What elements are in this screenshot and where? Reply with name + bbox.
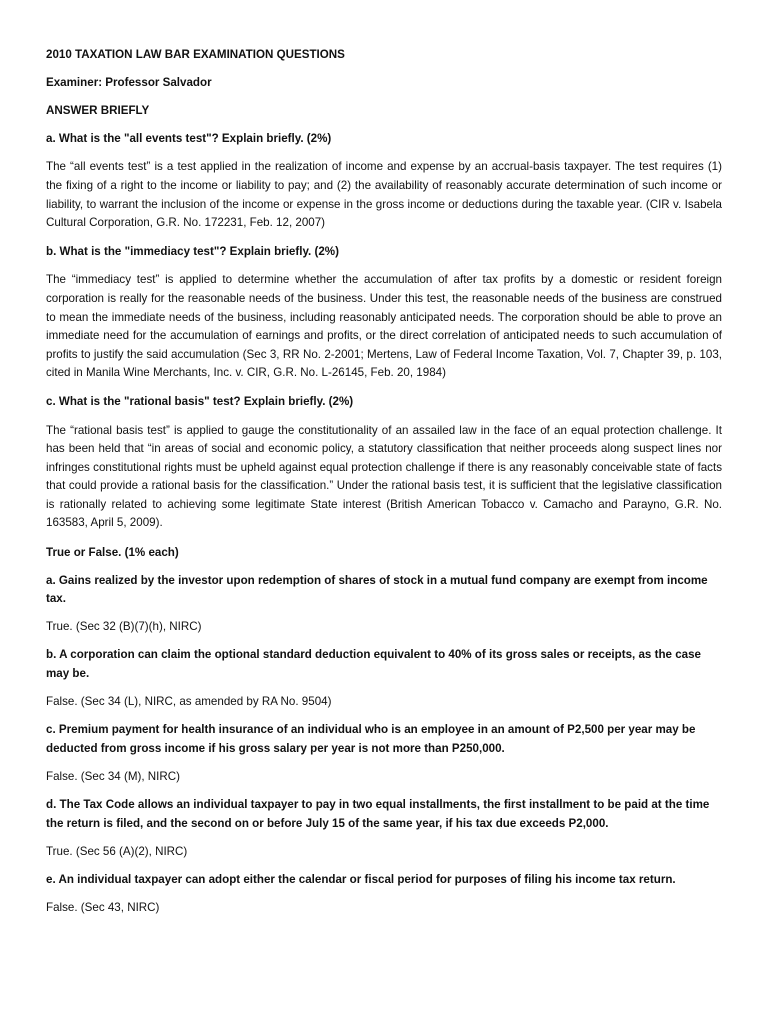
tf-answer-e: False. (Sec 43, NIRC): [46, 900, 160, 914]
essay-answer-a: The “all events test” is a test applied in the realization of income and expense by an accrual-basis taxpayer. The test requires (1) the fixing of a right to the income or liability to pay; and (2) the availability of reasonably accurate determination of such income or liability, to warrant the inclusion of the income or expense in the gross income or deductions during the taxable year. (CIR v. Isabela Cultural Corporation, G.R. No. 172231, Feb. 12, 2007): [46, 160, 722, 230]
essay-question-c: c. What is the "rational basis" test? Explain briefly. (2%): [46, 395, 354, 409]
essay-question-a: a. What is the "all events test"? Explain briefly. (2%): [46, 132, 332, 146]
tf-question-b: b. A corporation can claim the optional standard deduction equivalent to 40% of its gross sales or receipts, as the case may be.: [46, 648, 701, 681]
tf-question-e: e. An individual taxpayer can adopt either the calendar or fiscal period for purposes of filing his income tax return.: [46, 872, 676, 886]
tf-answer-b: False. (Sec 34 (L), NIRC, as amended by RA No. 9504): [46, 695, 332, 709]
essay-answer-b: The “immediacy test” is applied to determine whether the accumulation of after tax profits by a domestic or resident foreign corporation is really for the reasonable needs of the business. Under this test, the reasonable needs of the business are construed to mean the immediate needs of the business, including reasonably anticipated needs. The corporation should be able to prove an immediate need for the accumulation of earnings and profits, or the direct correlation of anticipated needs to such accumulation of profits to justify the said accumulation (Sec 3, RR No. 2-2001; Mertens, Law of Federal Income Taxation, Vol. 7, Chapter 39, p. 103, cited in Manila Wine Merchants, Inc. v. CIR, G.R. No. L-26145, Feb. 20, 1984): [46, 273, 722, 380]
tf-question-d: d. The Tax Code allows an individual taxpayer to pay in two equal installments, the first installment to be paid at the time the return is filed, and the second on or before July 15 of the same year, if his tax due exceeds P2,000.: [46, 798, 710, 830]
tf-answer-c: False. (Sec 34 (M), NIRC): [46, 769, 180, 783]
essay-question-b: b. What is the "immediacy test"? Explain briefly. (2%): [46, 245, 339, 259]
instruction-heading: ANSWER BRIEFLY: [46, 104, 150, 118]
essay-answer-c: The “rational basis test” is applied to gauge the constitutionality of an assailed law in the face of an equal protection challenge. It has been held that “in areas of social and economic policy, a statutory classification that neither proceeds along suspect lines nor infringes constitutional rights must be upheld against equal protection challenge if there is any reasonably conceivable state of facts that could provide a rational basis for the classification.” Under the rational basis test, it is sufficient that the legislative classification is rationally related to achieving some legitimate State interest (British American Tobacco v. Camacho and Parayno, G.R. No. 163583, April 5, 2009).: [46, 423, 722, 530]
tf-question-c: c. Premium payment for health insurance of an individual who is an employee in an amount of P2,500 per year may be deducted from gross income if his gross salary per year is not more than P250,000.: [46, 723, 696, 755]
true-false-heading: True or False. (1% each): [46, 545, 179, 559]
tf-answer-a: True. (Sec 32 (B)(7)(h), NIRC): [46, 620, 202, 634]
tf-question-a: a. Gains realized by the investor upon redemption of shares of stock in a mutual fund company are exempt from income tax.: [46, 573, 708, 606]
document-page: [46, 46, 722, 927]
tf-answer-d: True. (Sec 56 (A)(2), NIRC): [46, 844, 188, 858]
document-title: 2010 TAXATION LAW BAR EXAMINATION QUESTIONS: [46, 48, 345, 61]
examiner-line: Examiner: Professor Salvador: [46, 76, 212, 90]
